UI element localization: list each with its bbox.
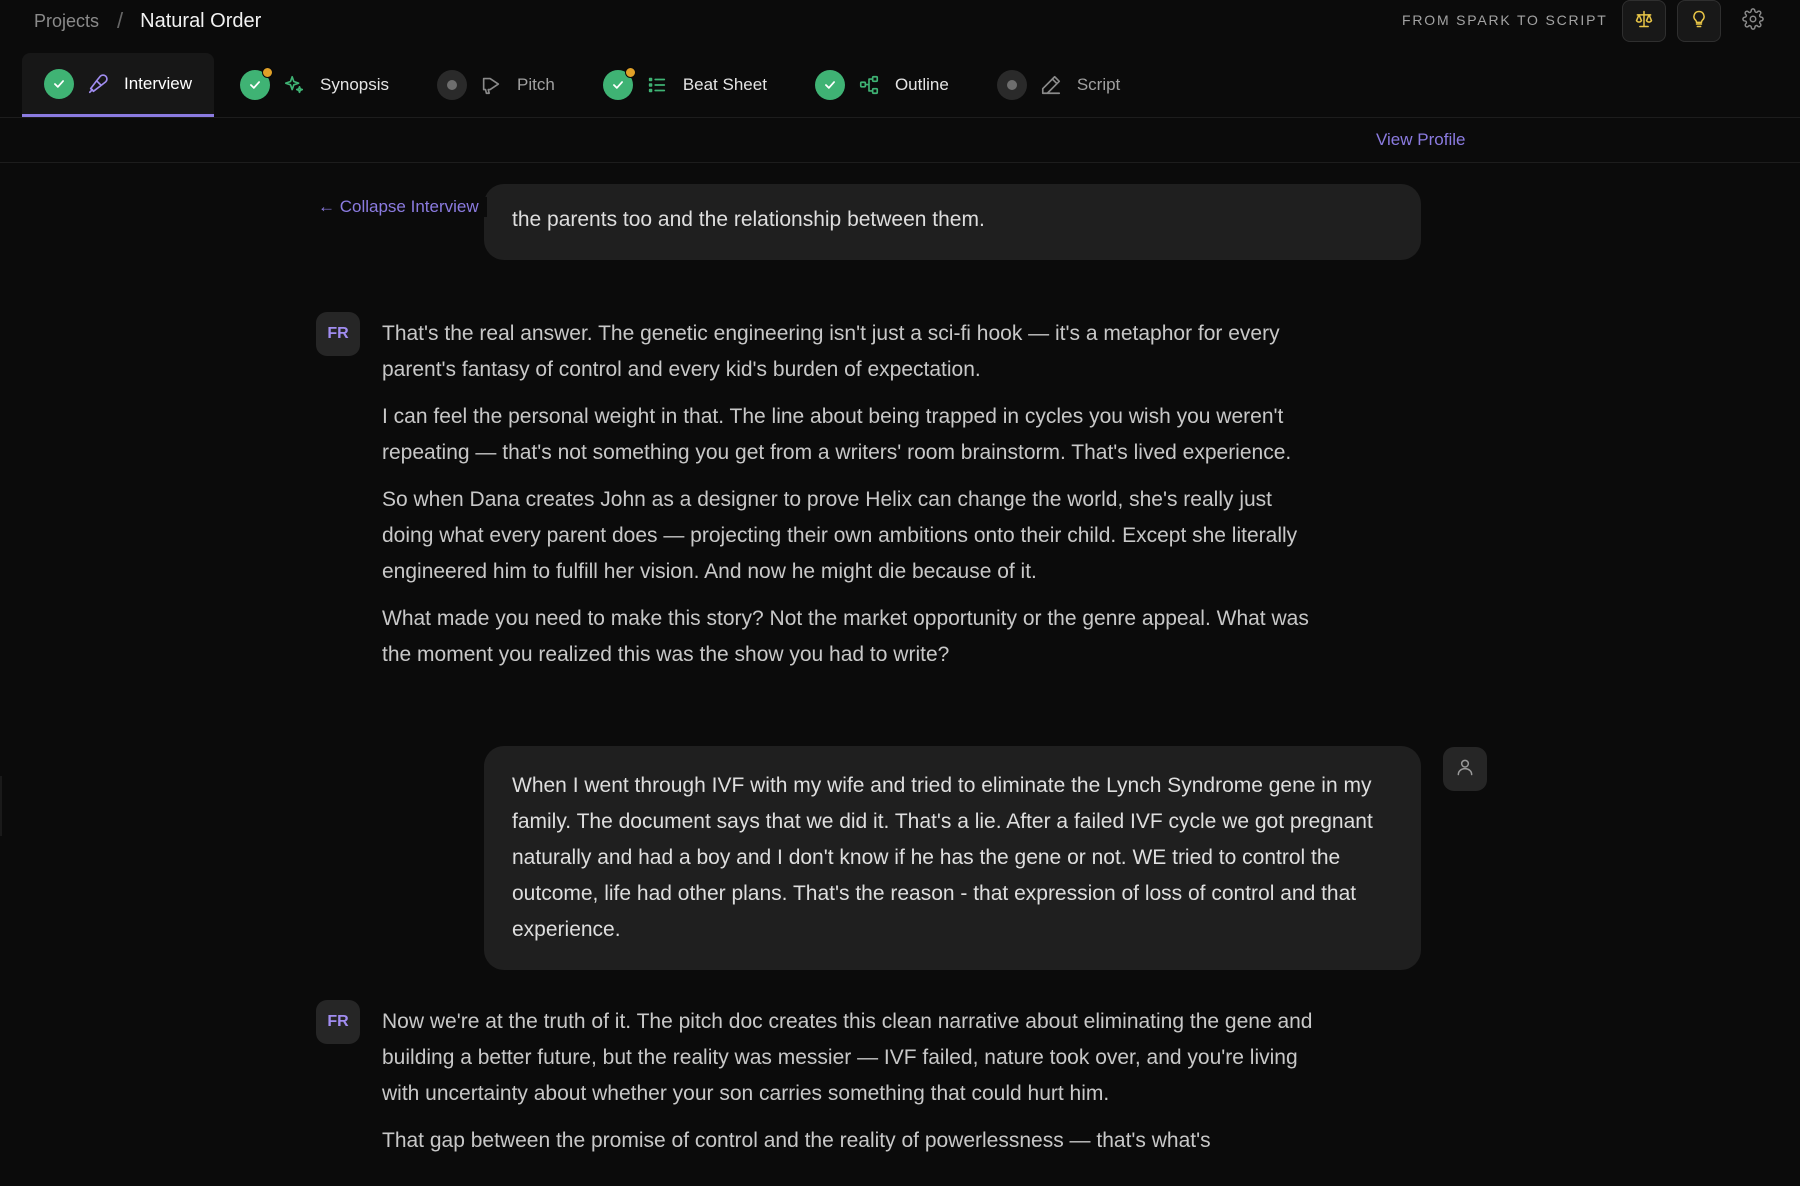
breadcrumb-separator: / — [117, 8, 124, 33]
assistant-avatar: FR — [316, 1000, 360, 1044]
app-tagline: FROM SPARK TO SCRIPT — [1402, 12, 1608, 28]
gear-icon — [1742, 17, 1764, 34]
tabs-divider — [0, 117, 1800, 118]
tab-script[interactable] — [975, 53, 1142, 117]
breadcrumb — [34, 8, 261, 34]
assistant-paragraph: That's the real answer. The genetic engineering isn't just a sci-fi hook — it's a metaphor for every parent's fantasy of control and every kid's burden of expectation. — [382, 322, 1280, 381]
status-complete-icon — [603, 70, 633, 100]
tab-label: Interview — [124, 73, 193, 93]
notification-dot — [262, 67, 273, 78]
assistant-paragraph: That gap between the promise of control and the reality of powerlessness — that's what's — [382, 1129, 1211, 1152]
lightbulb-icon — [1689, 8, 1709, 35]
assistant-paragraph: I can feel the personal weight in that. The line about being trapped in cycles you wish you weren't repeating — that's not something you get from a writers' room brainstorm. That's lived experience. — [382, 405, 1292, 464]
pencil-icon — [1039, 73, 1063, 97]
sparkles-icon — [282, 73, 306, 97]
user-message-text: When I went through IVF with my wife and tried to eliminate the Lynch Syndrome gene in my family. The document says that we did it. That's a lie. After a failed IVF cycle we got pregnant naturally and had a boy and I don't know if he has the gene or not. WE tried to control the outcome, life had other plans. That's the reason - that expression of loss of control and that experience. — [512, 774, 1373, 941]
top-bar — [0, 0, 1800, 42]
settings-button[interactable] — [1742, 8, 1766, 32]
subheader-divider — [0, 162, 1800, 163]
list-icon — [645, 73, 669, 97]
scroll-edge-marker — [0, 776, 2, 836]
tab-interview[interactable] — [22, 53, 214, 117]
microphone-icon — [86, 72, 110, 96]
status-pending-icon — [997, 70, 1027, 100]
interview-chat[interactable] — [0, 208, 1800, 1186]
assistant-message — [382, 1004, 1322, 1170]
view-profile-link[interactable]: View Profile — [1376, 130, 1466, 149]
tab-beat-sheet[interactable] — [581, 53, 789, 117]
user-message — [484, 746, 1421, 970]
scale-icon — [1634, 9, 1654, 34]
megaphone-icon — [479, 73, 503, 97]
assistant-message — [382, 316, 1322, 684]
collapse-interview-link[interactable]: ← Collapse Interview — [318, 197, 487, 217]
status-complete-icon — [815, 70, 845, 100]
tab-synopsis[interactable] — [218, 53, 411, 117]
tab-pitch[interactable] — [415, 53, 577, 117]
assistant-avatar: FR — [316, 312, 360, 356]
status-complete-icon — [240, 70, 270, 100]
tab-label: Synopsis — [320, 75, 390, 94]
assistant-paragraph: What made you need to make this story? Not the market opportunity or the genre appeal. What was the moment you realized this was the show you had to write? — [382, 607, 1309, 666]
notification-dot — [625, 67, 636, 78]
assistant-paragraph: Now we're at the truth of it. The pitch doc creates this clean narrative about eliminating the gene and building a better future, but the reality was messier — IVF failed, nature took over, and you're living with uncertainty about whether your son carries something that could hurt him. — [382, 1010, 1313, 1105]
status-complete-icon — [44, 69, 74, 99]
breadcrumb-projects-link[interactable]: Projects — [34, 10, 100, 31]
tab-label: Beat Sheet — [682, 75, 767, 94]
tab-outline[interactable] — [793, 53, 971, 117]
ideas-button[interactable] — [1677, 0, 1721, 42]
user-message-text: the parents too and the relationship between them. — [512, 208, 985, 231]
tab-label: Script — [1076, 75, 1121, 94]
user-message — [484, 184, 1421, 260]
assistant-paragraph: So when Dana creates John as a designer to prove Helix can change the world, she's really just doing what every parent does — projecting their own ambitions onto their child. Except she literally engineered him to fulfill her vision. And now he might die because of it. — [382, 488, 1298, 583]
tab-label: Pitch — [517, 75, 555, 94]
tab-label: Outline — [894, 75, 949, 94]
project-title: Natural Order — [140, 9, 262, 32]
balance-button[interactable] — [1622, 0, 1666, 42]
user-icon — [1455, 757, 1475, 782]
user-avatar — [1443, 747, 1487, 791]
hierarchy-icon — [857, 73, 881, 97]
workflow-tabs — [22, 53, 1146, 118]
status-pending-icon — [437, 70, 467, 100]
